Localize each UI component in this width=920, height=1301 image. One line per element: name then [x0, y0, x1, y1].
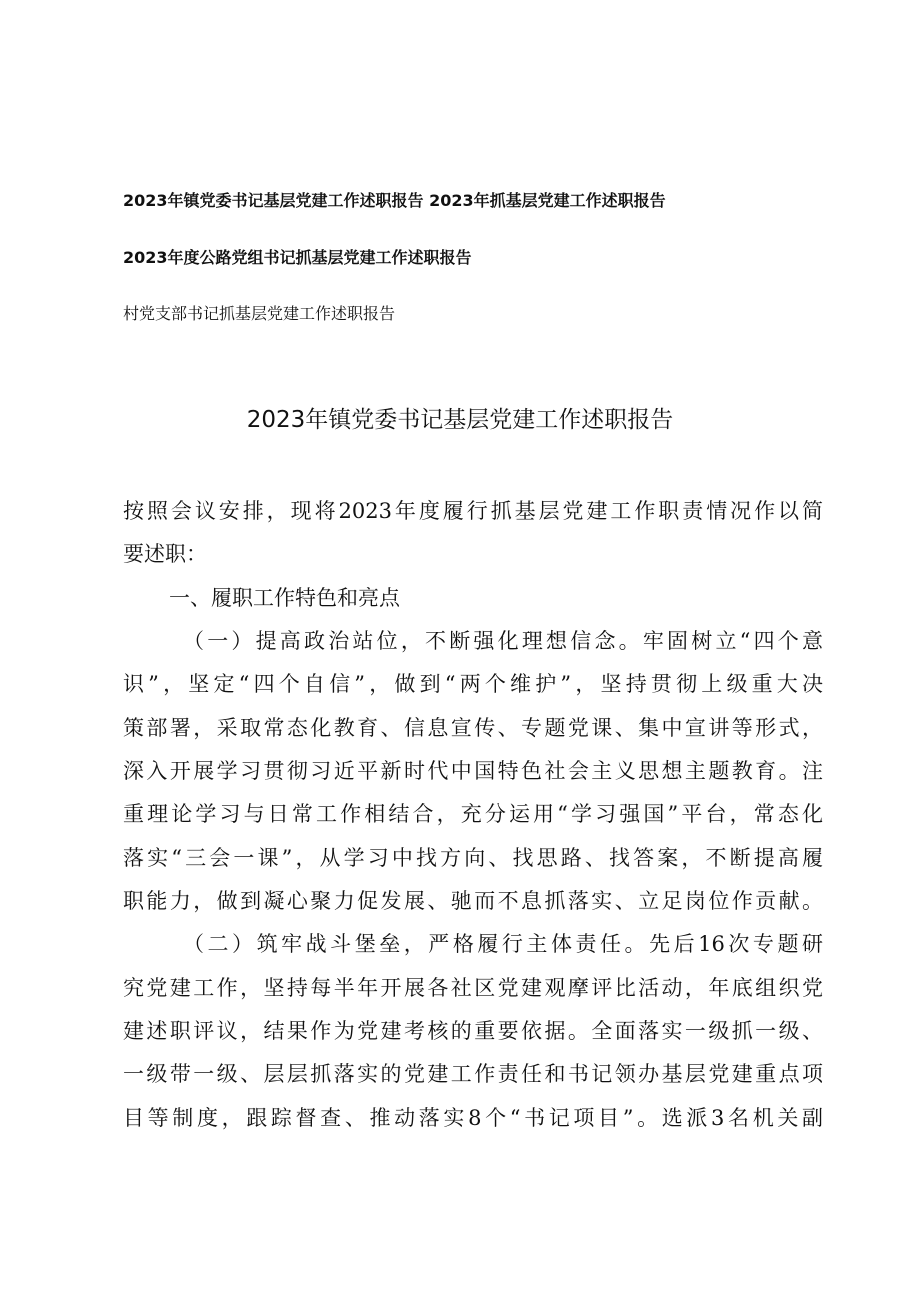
- body-line: 究党建工作，坚持每半年开展各社区党建观摩评比活动，年底组织党: [123, 976, 823, 1000]
- body-line: 目等制度，跟踪督查、推动落实8个“书记项目”。选派3名机关副: [123, 1106, 823, 1130]
- body-line: （二）筑牢战斗堡垒，严格履行主体责任。先后16次专题研: [183, 932, 823, 956]
- body-line: 深入开展学习贯彻习近平新时代中国特色社会主义思想主题教育。注: [123, 759, 823, 783]
- body-line: 策部署，采取常态化教育、信息宣传、专题党课、集中宣讲等形式，: [123, 716, 823, 740]
- body-line: 落实“三会一课”，从学习中找方向、找思路、找答案，不断提高履: [123, 846, 823, 870]
- body-line: 重理论学习与日常工作相结合，充分运用“学习强国”平台，常态化: [123, 802, 823, 826]
- toc-line-3: 村党支部书记抓基层党建工作述职报告: [123, 304, 396, 323]
- body-line: 按照会议安排，现将2023年度履行抓基层党建工作职责情况作以简: [123, 499, 823, 523]
- body-line: （一）提高政治站位，不断强化理想信念。牢固树立“四个意: [183, 629, 823, 653]
- body-line: 一级带一级、层层抓落实的党建工作责任和书记领办基层党建重点项: [123, 1062, 823, 1086]
- body-line: 要述职：: [123, 542, 207, 566]
- body-line: 建述职评议，结果作为党建考核的重要依据。全面落实一级抓一级、: [123, 1019, 823, 1043]
- section-heading: 一、履职工作特色和亮点: [169, 586, 400, 610]
- body-line: 识”，坚定“四个自信”，做到“两个维护”，坚持贯彻上级重大决: [123, 672, 823, 696]
- report-title: 2023年镇党委书记基层党建工作述职报告: [246, 407, 674, 433]
- body-line: 职能力，做到凝心聚力促发展、驰而不息抓落实、立足岗位作贡献。: [123, 889, 823, 913]
- toc-line-2: 2023年度公路党组书记抓基层党建工作述职报告: [123, 248, 472, 267]
- toc-line-1: 2023年镇党委书记基层党建工作述职报告 2023年抓基层党建工作述职报告: [123, 191, 666, 210]
